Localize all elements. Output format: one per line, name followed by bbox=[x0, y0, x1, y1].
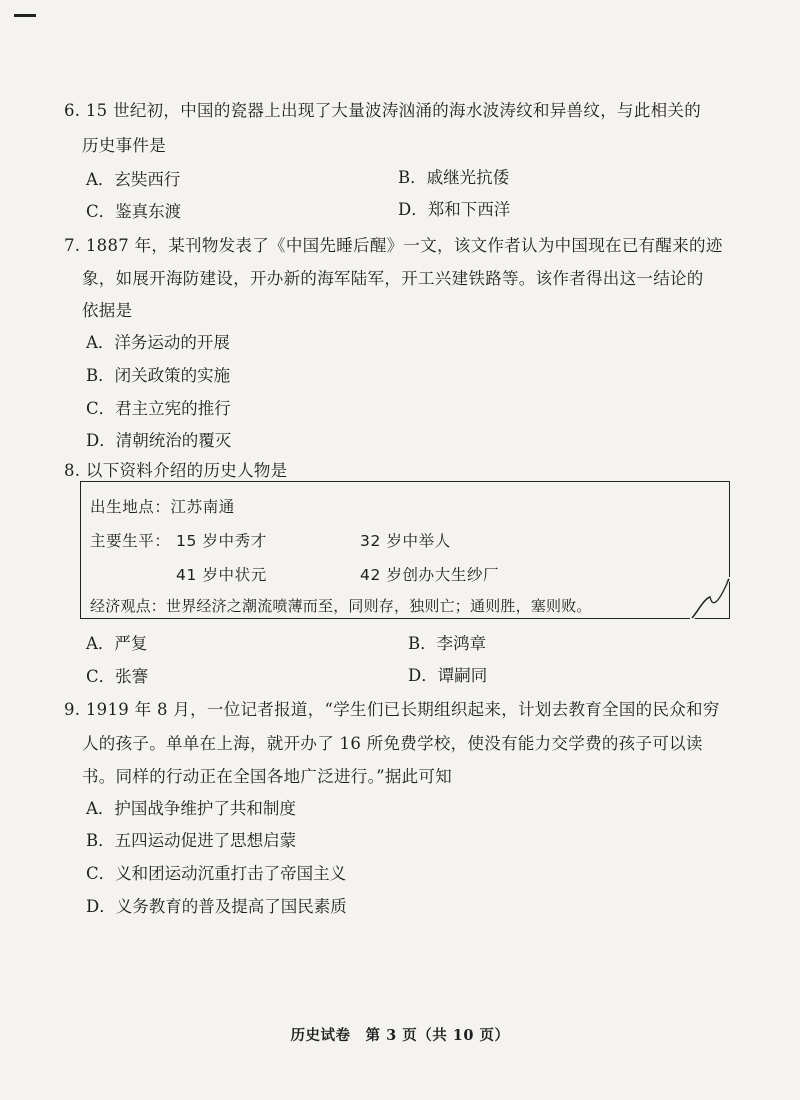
scan-mark bbox=[14, 14, 36, 17]
page-footer: 历史试卷 第 3 页（共 10 页） bbox=[290, 1027, 510, 1044]
q7-option-b: B．闭关政策的实施 bbox=[86, 366, 231, 385]
q9-option-b: B．五四运动促进了思想启蒙 bbox=[86, 831, 297, 850]
q8-stem-line1: 8. 以下资料介绍的历史人物是 bbox=[64, 461, 288, 480]
q8-option-c: C．张謇 bbox=[86, 667, 149, 686]
q7-option-c: C．君主立宪的推行 bbox=[86, 399, 231, 418]
q6-option-b: B．戚继光抗倭 bbox=[398, 168, 510, 187]
page-curl-icon bbox=[690, 577, 730, 619]
q8-option-d: D．谭嗣同 bbox=[408, 666, 488, 685]
box-career-item-1: 15 岁中秀才 bbox=[176, 532, 267, 550]
box-career-label: 主要生平： bbox=[90, 532, 171, 550]
box-economic-view: 经济观点：世界经济之潮流喷薄而至，同则存，独则亡；通则胜，塞则败。 bbox=[90, 597, 592, 615]
q8-option-b: B．李鸿章 bbox=[408, 634, 487, 653]
q7-option-d: D．清朝统治的覆灭 bbox=[86, 431, 232, 450]
q7-stem-line2: 象，如展开海防建设，开办新的海军陆军，开工兴建铁路等。该作者得出这一结论的 bbox=[82, 269, 704, 288]
q9-option-d: D．义务教育的普及提高了国民素质 bbox=[86, 897, 347, 916]
q8-option-a: A．严复 bbox=[86, 634, 148, 653]
q6-option-c: C．鉴真东渡 bbox=[86, 202, 182, 221]
q9-stem-line1: 9. 1919 年 8 月，一位记者报道，“学生们已长期组织起来，计划去教育全国的民众和穷 bbox=[64, 700, 720, 719]
q7-stem-line1: 7. 1887 年，某刊物发表了《中国先睡后醒》一文，该文作者认为中国现在已有醒来的迹 bbox=[64, 236, 723, 255]
q9-stem-line2: 人的孩子。单单在上海，就开办了 16 所免费学校，使没有能力交学费的孩子可以读 bbox=[82, 734, 703, 753]
box-birthplace: 出生地点：江苏南通 bbox=[90, 498, 235, 516]
q6-option-a: A．玄奘西行 bbox=[86, 170, 181, 189]
q9-option-c: C．义和团运动沉重打击了帝国主义 bbox=[86, 864, 347, 883]
q6-option-d: D．郑和下西洋 bbox=[398, 200, 511, 219]
box-career-item-4: 42 岁创办大生纱厂 bbox=[360, 566, 500, 584]
q6-stem-line1: 6. 15 世纪初，中国的瓷器上出现了大量波涛汹涌的海水波涛纹和异兽纹，与此相关的 bbox=[64, 101, 702, 120]
q9-stem-line3: 书。同样的行动正在全国各地广泛进行。”据此可知 bbox=[82, 767, 453, 786]
box-career-item-2: 32 岁中举人 bbox=[360, 532, 451, 550]
box-career-item-3: 41 岁中状元 bbox=[176, 566, 267, 584]
q9-option-a: A．护国战争维护了共和制度 bbox=[86, 799, 296, 818]
q7-stem-line3: 依据是 bbox=[82, 301, 133, 320]
q7-option-a: A．洋务运动的开展 bbox=[86, 333, 230, 352]
q6-stem-line2: 历史事件是 bbox=[82, 136, 166, 155]
